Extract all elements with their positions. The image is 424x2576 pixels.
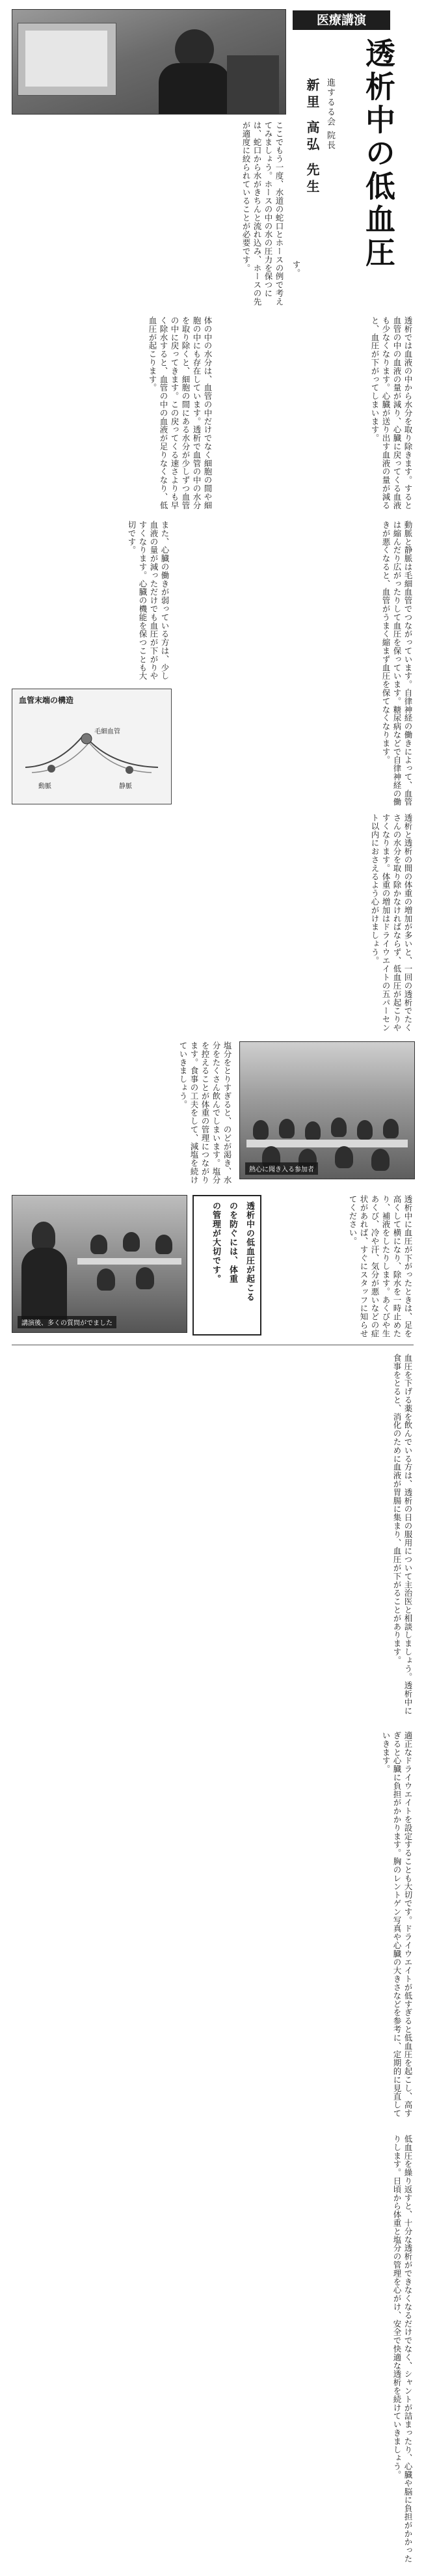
- pull-quote-box: [192, 1195, 261, 1336]
- vessel-network-graphic: [12, 689, 171, 804]
- speaker-photo: [12, 9, 286, 115]
- article-title: 透析中の低血圧: [361, 38, 396, 270]
- audience-photo: [12, 1195, 187, 1333]
- byline-name: 新里 高弘 先生: [304, 78, 320, 197]
- photo-caption: 講演後、多くの質問がでました: [18, 1316, 116, 1328]
- body-column: 血圧を下げる薬を飲んでいる方は、透析の日の服用について主治医と相談しましょう。透析中に食事をとると、消化のために血液が胃腸に集まり、血圧が下がることがあります。: [392, 1354, 413, 1715]
- body-column: 透析と透析の間の体重の増加が多いと、一回の透析でたくさんの水分を取り除かなければならず、低血圧が起こりやすくなります。体重の増加はドライウエイトの五パーセント以内におさえるよう心がけましょう。: [370, 814, 413, 1032]
- body-column: 低血圧を繰り返すと、十分な透析ができなくなるだけでなく、シャントが詰まったり、心臓や脳に負担がかかったりします。日頃から体重と塩分の管理を心がけ、安全で快適な透析を続けていきましょう。: [392, 2135, 413, 2563]
- diagram-label: 毛細血管: [94, 728, 120, 735]
- body-column: 透析中に血圧が下がったときは、足を高くして横になり、除水を一時止めたり、補液をしたりします。あくびや生あくび、冷や汗、気分が悪いなどの症状があれば、すぐにスタッフに知らせてください。: [348, 1195, 413, 1338]
- body-column: ここでもう一度、水道の蛇口とホースの例で考えてみましょう。ホースの中の水の圧力を保つには、蛇口から水がきちんと流れ込み、ホースの先が適度に絞られていることが必要です。: [241, 121, 284, 306]
- series-label: 医療講演: [293, 10, 390, 30]
- body-column: 動脈と静脈は毛細血管でつながっています。自律神経の働きによって、血管は縮んだり広がったりして血圧を保っています。糖尿病などで自律神経の働きが悪くなると、血管がうまく縮まず血圧を保てなくなります。: [381, 521, 413, 806]
- photo-caption: 熱心に聞き入る参加者: [245, 1162, 318, 1175]
- body-column: 体の中の水分は、血管の中だけでなく細胞の間や細胞の中にも存在しています。透析で血管の中の水分を取り除くと、細胞の間にある水分が少しずつ血管の中に戻ってきます。この戻ってくる速さよりも早く除水すると、血管の中の血液が足りなくなり、低血圧が起こります。: [148, 316, 213, 510]
- diagram-label: 動脈: [38, 783, 51, 790]
- body-column: 塩分をとりすぎると、のどが渇き、水分をたくさん飲んでしまいます。塩分を控えることが体重の管理につながります。食事の工夫をして、減塩を続けていきましょう。: [178, 1041, 232, 1185]
- body-column: また、心臓の働きが弱っている方は、少し血液の量が減っただけでも血圧が下がりやすくなります。心臓の機能を保つことも大切です。: [127, 521, 170, 681]
- byline-affiliation: 進するる会 院長: [325, 78, 335, 151]
- lecture-hall-photo: [239, 1041, 415, 1179]
- body-column: 透析では血液の中から水分を取り除きます。すると血管の中の血液の量が減り、心臓に戻ってくる血液も少なくなります。心臓が送り出す血液の量が減ると、血圧が下がってしまいます。: [370, 316, 413, 510]
- pull-quote-line: 透析中の低血圧が起こる: [245, 1201, 254, 1302]
- diagram-title: 血管末端の構造: [19, 696, 74, 705]
- pull-quote-line: のを防ぐには、体重: [228, 1201, 237, 1283]
- body-column: 適正なドライウエイトを設定することも大切です。ドライウエイトが低すぎると低血圧を起こし、高すぎると心臓に負担がかかります。胸のレントゲン写真や心臓の大きさなどを参考に、定期的に見直していきます。: [381, 1731, 413, 2118]
- blood-vessel-diagram: [12, 689, 172, 804]
- pull-quote-line: の管理が大切です。: [211, 1201, 220, 1283]
- diagram-label: 静脈: [119, 783, 132, 790]
- body-column: す。: [291, 260, 301, 277]
